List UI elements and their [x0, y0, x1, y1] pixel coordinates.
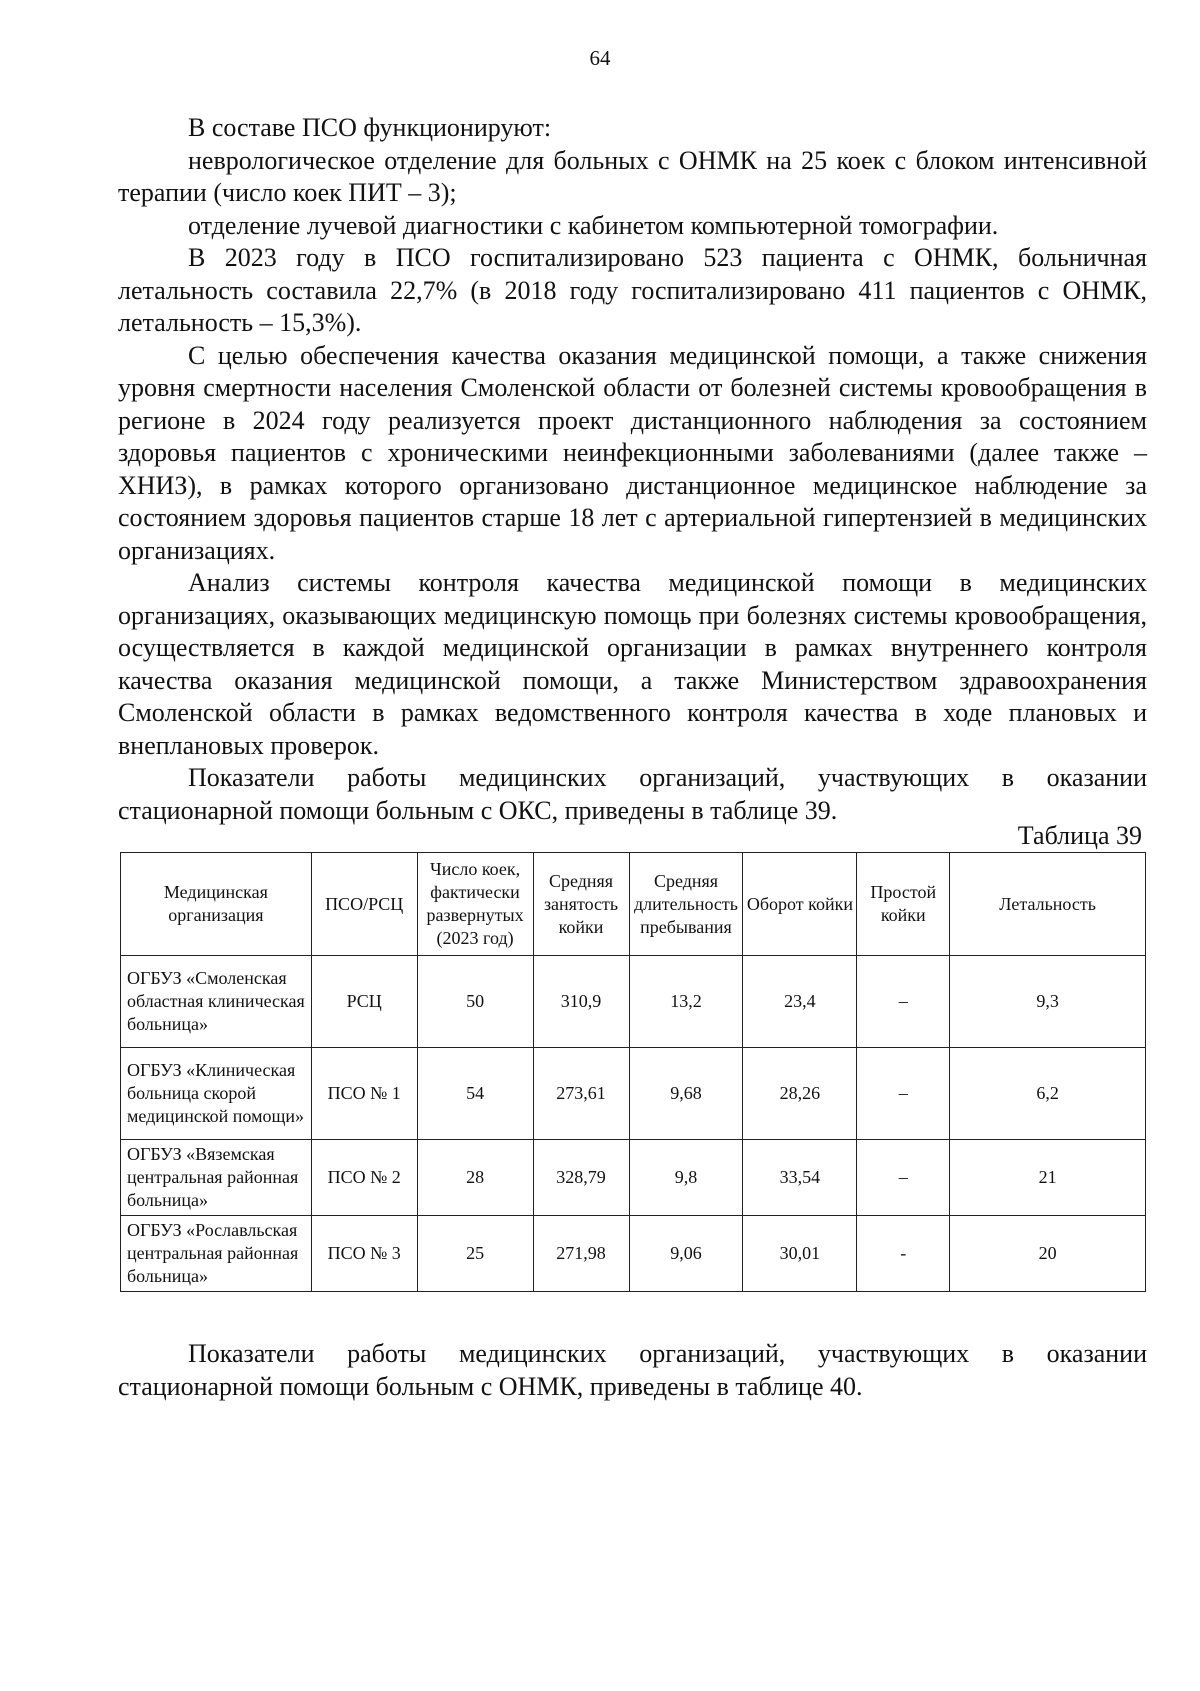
column-header: Число коек, фактически развернутых (2023 год) [417, 853, 533, 956]
table-cell: 20 [950, 1216, 1146, 1292]
table-cell: - [857, 1216, 950, 1292]
data-table [120, 852, 1146, 1292]
column-header: ПСО/РСЦ [311, 853, 417, 956]
paragraph: Анализ системы контроля качества медицинской помощи в медицинских организациях, оказывающих медицинскую помощь при болезнях системы кровообращения, осуществляется в каждой медицинской организации в рамках внутреннего контроля качества оказания медицинской помощи, а также Министерством здравоохранения Смоленской области в рамках ведомственного контроля качества в ходе плановых и внеплановых проверок. [118, 568, 1147, 760]
table-cell: 33,54 [743, 1140, 857, 1216]
table-cell: ОГБУЗ «Клиническая больница скорой медицинской помощи» [121, 1048, 312, 1140]
table-cell: ОГБУЗ «Вяземская центральная районная больница» [121, 1140, 312, 1216]
table-cell: РСЦ [311, 956, 417, 1048]
table-cell: 6,2 [950, 1048, 1146, 1140]
table-row [121, 1048, 1146, 1140]
table-cell: ПСО № 3 [311, 1216, 417, 1292]
column-header: Средняя занятость койки [533, 853, 629, 956]
paragraph: Показатели работы медицинских организаций, участвующих в оказании стационарной помощи больным с ОКС, приведены в таблице 39. [118, 763, 1147, 825]
table-cell: 9,3 [950, 956, 1146, 1048]
table-cell: 21 [950, 1140, 1146, 1216]
column-header: Простой койки [857, 853, 950, 956]
paragraph: В 2023 году в ПСО госпитализировано 523 пациента с ОНМК, больничная летальность составила 22,7% (в 2018 году госпитализировано 411 пациентов с ОНМК, летальность – 15,3%). [118, 243, 1147, 337]
column-header: Летальность [950, 853, 1146, 956]
table-cell: 9,06 [629, 1216, 743, 1292]
column-header: Средняя длительность пребывания [629, 853, 743, 956]
table-cell: 13,2 [629, 956, 743, 1048]
page-number: 64 [589, 46, 611, 70]
table-row [121, 956, 1146, 1048]
table-cell: 28,26 [743, 1048, 857, 1140]
table-cell: 25 [417, 1216, 533, 1292]
table-cell: 23,4 [743, 956, 857, 1048]
column-header: Оборот койки [743, 853, 857, 956]
table-cell: ОГБУЗ «Рославльская центральная районная больница» [121, 1216, 312, 1292]
table-cell: ОГБУЗ «Смоленская областная клиническая больница» [121, 956, 312, 1048]
table-cell: 50 [417, 956, 533, 1048]
column-header: Медицинская организация [121, 853, 312, 956]
table-header-row [121, 853, 1146, 956]
paragraph: Показатели работы медицинских организаций, участвующих в оказании стационарной помощи больным с ОНМК, приведены в таблице 40. [118, 1339, 1147, 1401]
paragraph: неврологическое отделение для больных с ОНМК на 25 коек с блоком интенсивной терапии (число коек ПИТ – 3); [118, 145, 1147, 207]
after-table-text [118, 1338, 1147, 1403]
table-cell: 54 [417, 1048, 533, 1140]
table-row [121, 1216, 1146, 1292]
body-text [118, 112, 1147, 827]
table-cell: 271,98 [533, 1216, 629, 1292]
paragraph: отделение лучевой диагностики с кабинетом компьютерной томографии. [188, 210, 999, 240]
table-cell: ПСО № 1 [311, 1048, 417, 1140]
table-row [121, 1140, 1146, 1216]
table-cell: 30,01 [743, 1216, 857, 1292]
table-cell: – [857, 1140, 950, 1216]
paragraph: С целью обеспечения качества оказания медицинской помощи, а также снижения уровня смертности населения Смоленской области от болезней системы кровообращения в регионе в 2024 году реализуется проект дистанционного наблюдения за состоянием здоровья пациентов с хроническими неинфекционными заболеваниями (далее также – ХНИЗ), в рамках которого организовано дистанционное медицинское наблюдение за состоянием здоровья пациентов старше 18 лет с артериальной гипертензией в медицинских организациях. [118, 340, 1147, 565]
table-cell: 9,68 [629, 1048, 743, 1140]
table-cell: – [857, 1048, 950, 1140]
table-cell: 310,9 [533, 956, 629, 1048]
table-cell: 273,61 [533, 1048, 629, 1140]
paragraph: В составе ПСО функционируют: [188, 113, 552, 142]
table-cell: 328,79 [533, 1140, 629, 1216]
table-cell: – [857, 956, 950, 1048]
table-caption: Таблица 39 [1017, 821, 1142, 850]
table-cell: 9,8 [629, 1140, 743, 1216]
table-cell: 28 [417, 1140, 533, 1216]
table-cell: ПСО № 2 [311, 1140, 417, 1216]
